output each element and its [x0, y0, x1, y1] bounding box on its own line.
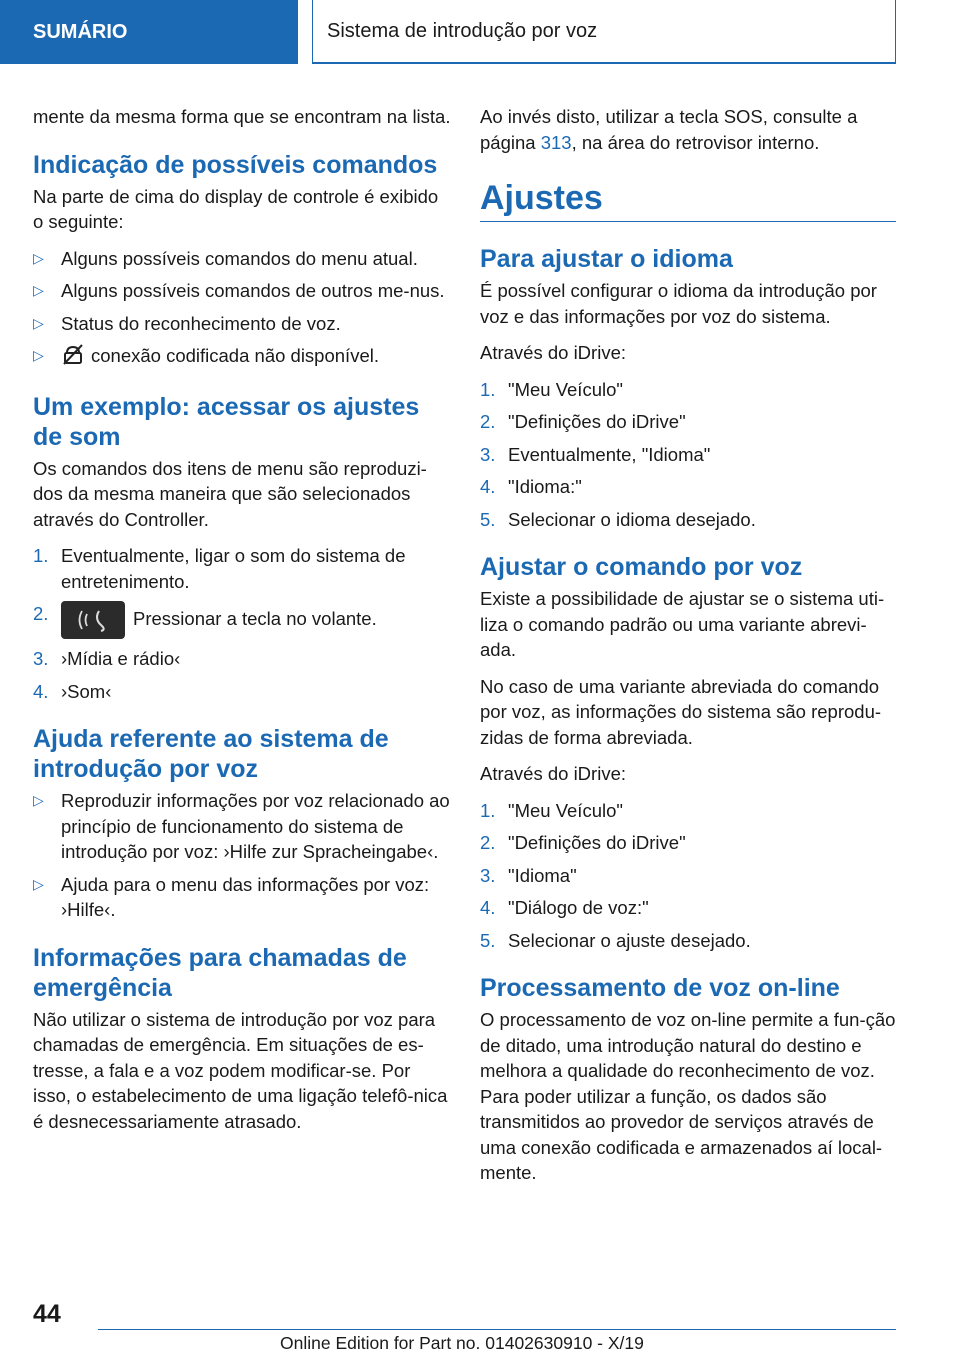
step-text: ›Mídia e rádio‹ [61, 648, 181, 669]
list-item-text: conexão codificada não disponível. [91, 345, 379, 367]
example-paragraph: Os comandos dos itens de menu são reproduzi‐dos da mesma maneira que são selecionados através do Controller. [33, 457, 427, 530]
step-number: 2. [33, 603, 49, 624]
bullet-icon: ▷ [33, 249, 44, 266]
step-number: 4. [33, 680, 49, 702]
section-title: Sistema de introdução por voz [312, 0, 896, 64]
bullet-icon: ▷ [33, 792, 44, 808]
sos-text: Ao invés disto, utilizar a tecla SOS, consulte a página [480, 106, 858, 153]
voice-command-paragraph-1: Existe a possibilidade de ajustar se o sistema uti‐liza o comando padrão ou uma variante abrevi‐ada. [480, 588, 885, 660]
step-number: 1. [33, 545, 49, 566]
help-list [33, 788, 451, 923]
list-item-text: Reproduzir informações por voz relacionado ao princípio de funcionamento do sistema de introdução por voz: ›Hilfe zur Spracheingabe‹. [61, 790, 450, 862]
list-item [480, 507, 896, 533]
toc-tab[interactable]: SUMÁRIO [0, 0, 298, 64]
step-text: Eventualmente, ligar o som do sistema de entretenimento. [61, 545, 406, 592]
step-text: Pressionar a tecla no volante. [133, 607, 377, 629]
step-text: Selecionar o idioma desejado. [508, 508, 756, 530]
step-text: "Idioma:" [508, 476, 582, 497]
list-item [480, 830, 896, 856]
list-item [33, 543, 451, 594]
list-item [480, 474, 896, 500]
page-number: 44 [33, 1300, 61, 1328]
list-item [33, 788, 451, 865]
voice-command-steps [480, 798, 896, 954]
list-item [480, 863, 896, 889]
bullet-icon: ▷ [33, 282, 44, 298]
step-number: 3. [33, 648, 49, 669]
list-item-text: Alguns possíveis comandos de outros me‐nus. [61, 280, 445, 301]
list-item [33, 343, 451, 372]
step-text: "Definições do iDrive" [508, 832, 686, 853]
heading-settings: Ajustes [480, 177, 896, 222]
heading-voice-command: Ajustar o comando por voz [480, 553, 803, 581]
left-column [33, 104, 451, 1145]
emergency-paragraph: Não utilizar o sistema de introdução por voz para chamadas de emergência. Em situações de es‐tresse, a fala e a voz podem modificar-se. Por isso, o estabelecimento de uma ligação telefô‐nica é desnecessariamente atrasado. [33, 1008, 448, 1132]
step-number: 5. [480, 508, 496, 530]
list-item-text: Alguns possíveis comandos do menu atual. [61, 247, 418, 269]
step-number: 3. [480, 864, 496, 886]
step-text: ›Som‹ [61, 680, 112, 702]
step-number: 1. [480, 378, 496, 400]
list-item-text: Ajuda para o menu das informações por voz: ›Hilfe‹. [61, 873, 430, 920]
right-column [480, 104, 896, 1197]
step-number: 4. [480, 476, 496, 497]
list-item [33, 872, 451, 923]
list-item [33, 646, 451, 672]
language-paragraph: É possível configurar o idioma da introdução por voz e das informações por voz do sistema. [480, 280, 877, 327]
step-text: "Meu Veículo" [508, 378, 623, 400]
list-item [480, 409, 896, 435]
step-text: Selecionar o ajuste desejado. [508, 929, 751, 951]
page-link[interactable]: 313 [540, 131, 572, 153]
heading-emergency: Informações para chamadas de emergência [33, 943, 407, 1002]
heading-commands: Indicação de possíveis comandos [33, 150, 438, 179]
commands-list [33, 246, 451, 372]
bullet-icon: ▷ [33, 347, 44, 363]
online-paragraph: O processamento de voz on-line permite a fun‐ção de ditado, uma introdução natural do destino e melhora a qualidade do reconhecimento de voz. Para poder utilizar a função, os dados são transmitidos ao provedor de serviços através de uma conexão codificada e armazenados aí local‐mente. [480, 1009, 896, 1183]
step-text: Eventualmente, "Idioma" [508, 443, 711, 465]
list-item [480, 442, 896, 468]
list-item [480, 895, 896, 921]
list-item [33, 246, 451, 272]
list-item [33, 601, 451, 639]
sos-paragraph [480, 104, 896, 155]
step-number: 2. [480, 832, 496, 853]
list-item-text: Status do reconhecimento de voz. [61, 312, 341, 334]
language-steps [480, 377, 896, 533]
voice-button-icon [61, 601, 125, 639]
example-steps [33, 543, 451, 704]
step-number: 4. [480, 897, 496, 918]
list-item [33, 278, 451, 304]
heading-help: Ajuda referente ao sistema de introdução por voz [33, 725, 389, 783]
step-text: "Meu Veículo" [508, 799, 623, 821]
sos-text-end: , na área do retrovisor interno. [571, 131, 820, 153]
list-item [480, 377, 896, 403]
footer-divider [98, 1329, 896, 1330]
list-item [33, 311, 451, 337]
heading-example: Um exemplo: acessar os ajustes de som [33, 392, 420, 451]
no-encryption-icon [61, 343, 85, 372]
intro-paragraph: mente da mesma forma que se encontram na lista. [33, 106, 451, 127]
step-number: 1. [480, 799, 496, 821]
heading-online-processing: Processamento de voz on-line [480, 974, 840, 1002]
idrive-label: Através do iDrive: [480, 342, 626, 363]
bullet-icon: ▷ [33, 314, 44, 331]
step-number: 2. [480, 411, 496, 432]
step-text: "Idioma" [508, 864, 577, 886]
idrive-label: Através do iDrive: [480, 763, 626, 784]
list-item [480, 798, 896, 824]
voice-command-paragraph-2: No caso de uma variante abreviada do comando por voz, as informações do sistema são reprodu‐zidas de forma abreviada. [480, 675, 882, 748]
heading-language: Para ajustar o idioma [480, 245, 733, 273]
list-item [33, 679, 451, 705]
step-text: "Definições do iDrive" [508, 411, 686, 432]
edition-footer: Online Edition for Part no. 01402630910 - X/19 [280, 1333, 644, 1353]
step-number: 3. [480, 443, 496, 465]
list-item [480, 928, 896, 954]
bullet-icon: ▷ [33, 875, 44, 892]
step-number: 5. [480, 929, 496, 951]
commands-paragraph: Na parte de cima do display de controle é exibido o seguinte: [33, 185, 439, 232]
step-text: "Diálogo de voz:" [508, 897, 649, 918]
